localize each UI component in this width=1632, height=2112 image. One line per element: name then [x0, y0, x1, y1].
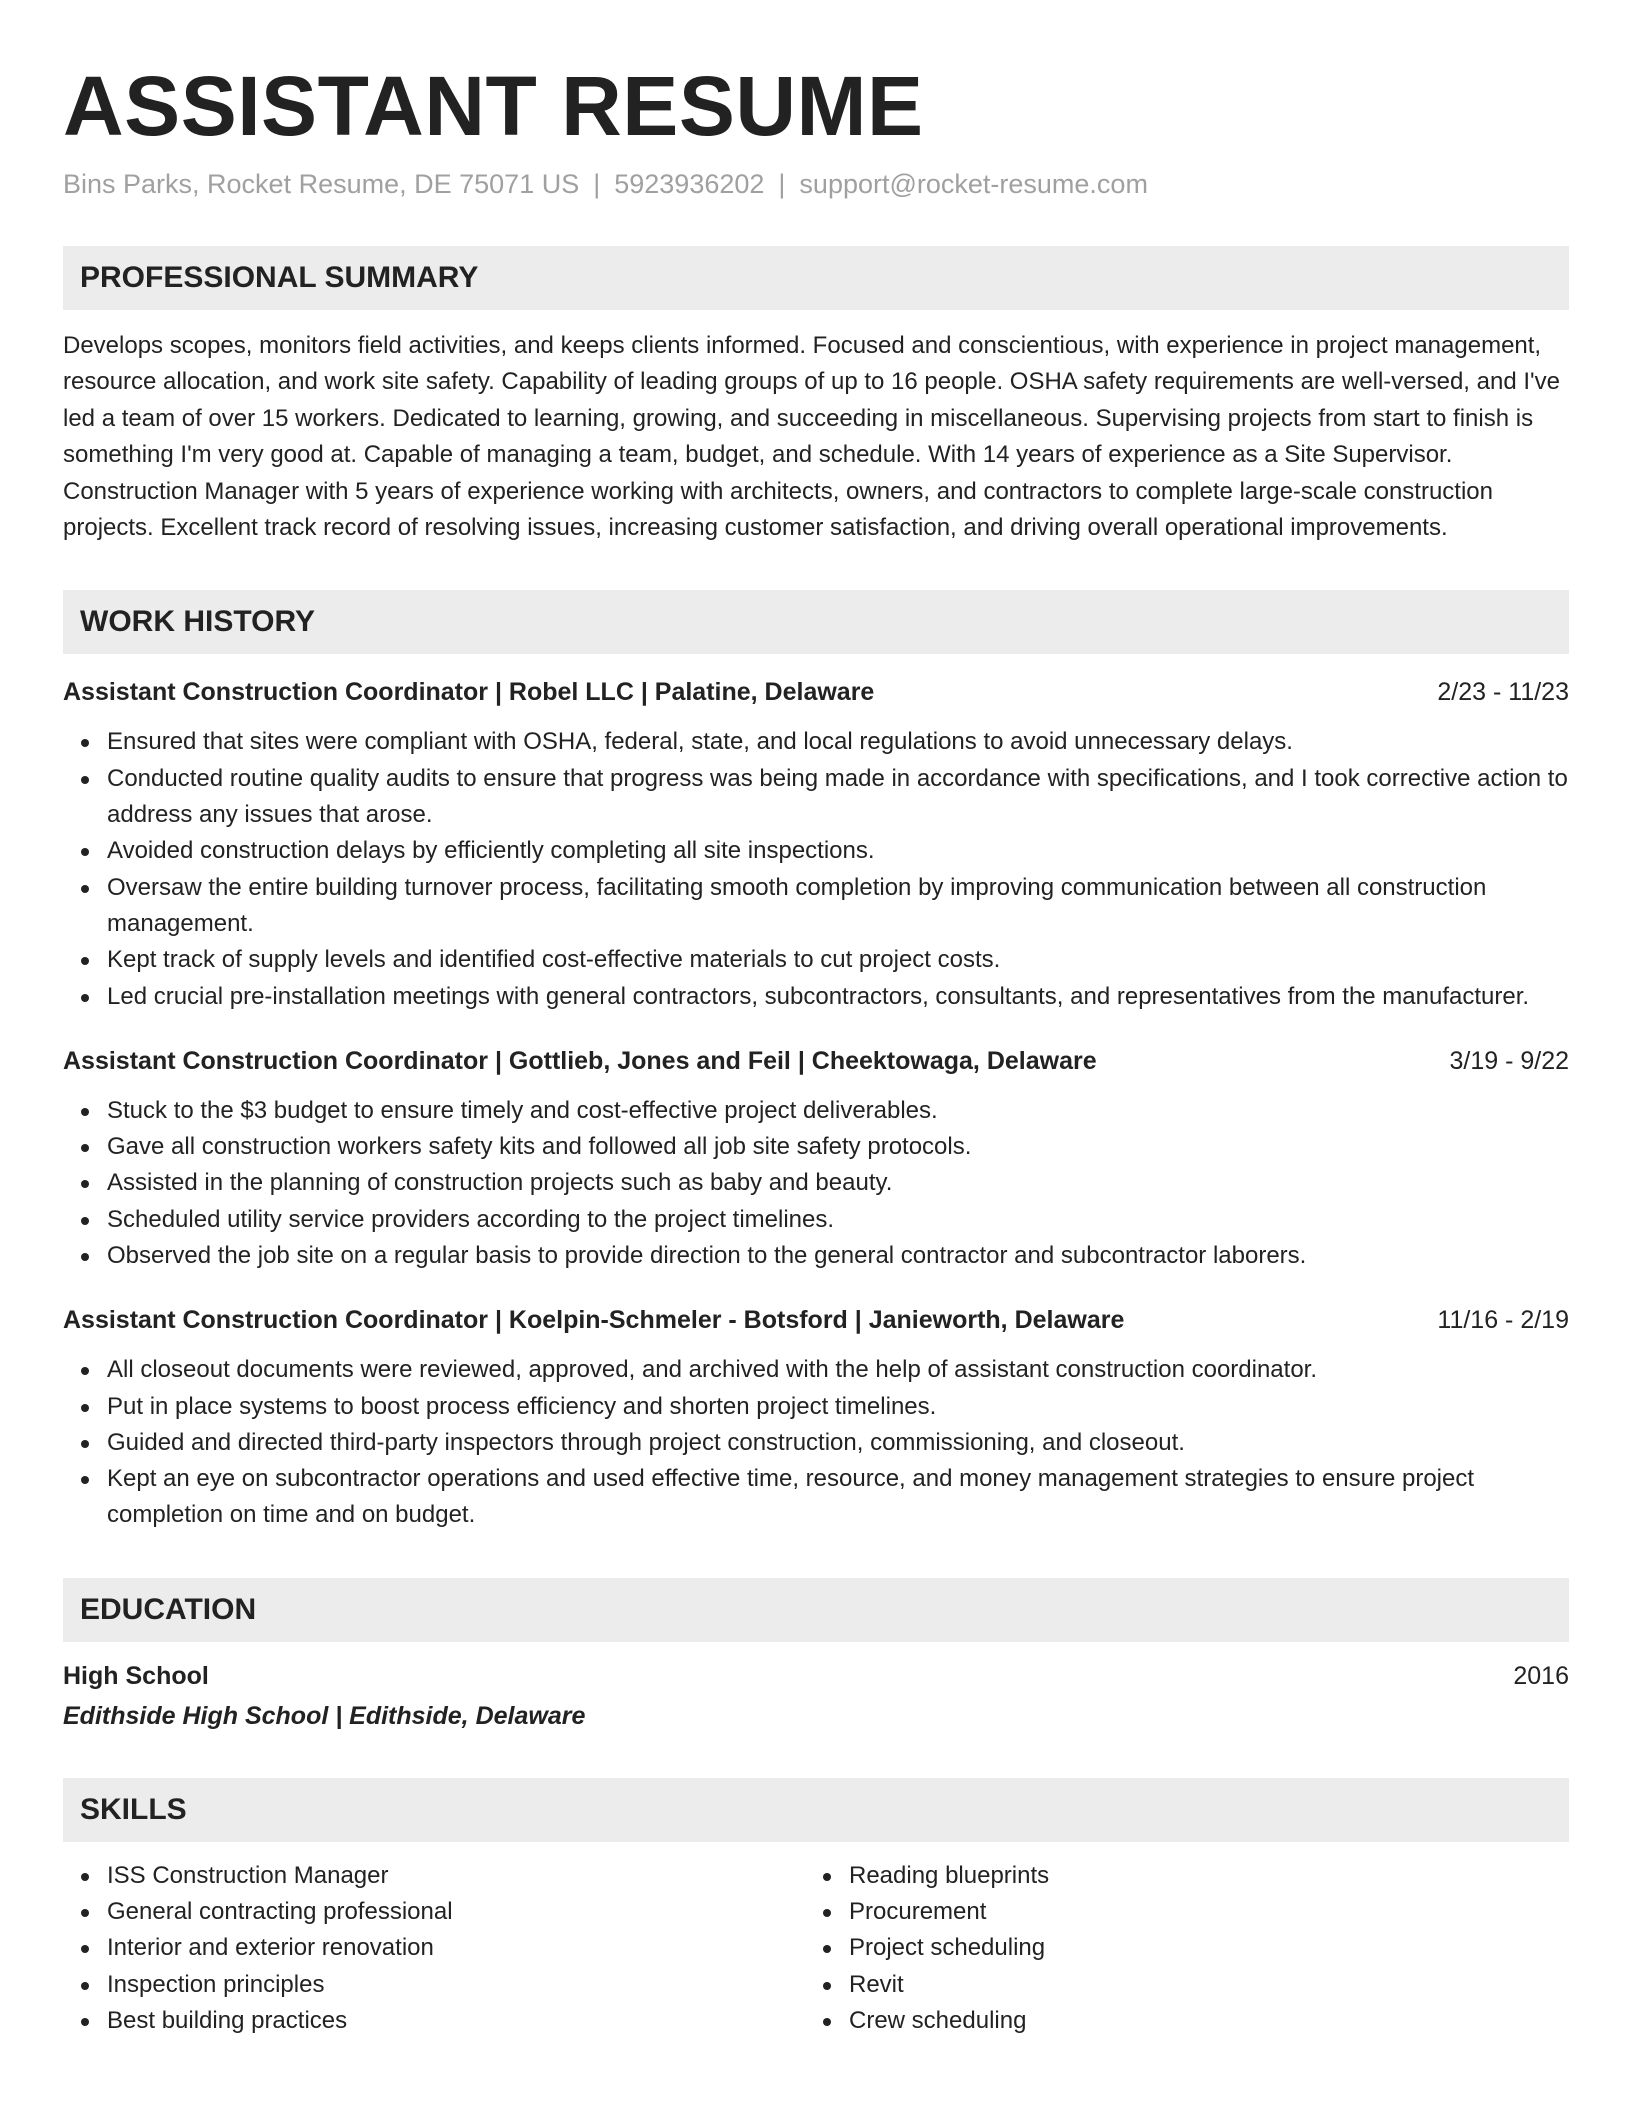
section-header-skills: SKILLS: [63, 1778, 1569, 1842]
skill-item: Best building practices: [107, 2003, 805, 2039]
job-bullet: Assisted in the planning of construction projects such as baby and beauty.: [107, 1165, 1569, 1201]
contact-email: support@rocket-resume.com: [799, 169, 1148, 199]
education-year: 2016: [1513, 1661, 1569, 1690]
skill-item: Inspection principles: [107, 1967, 805, 2003]
job-bullets: [63, 724, 1569, 1014]
job-dates: 2/23 - 11/23: [1437, 678, 1569, 707]
job-dates: 11/16 - 2/19: [1437, 1306, 1569, 1335]
skill-item: ISS Construction Manager: [107, 1858, 805, 1894]
skill-item: General contracting professional: [107, 1894, 805, 1930]
job-bullet: Put in place systems to boost process efficiency and shorten project timelines.: [107, 1389, 1569, 1425]
job-entry: [63, 1302, 1569, 1533]
job-title: Assistant Construction Coordinator | Gottlieb, Jones and Feil | Cheektowaga, Delaware: [63, 1046, 1097, 1075]
skill-item: Crew scheduling: [849, 2003, 1547, 2039]
section-header-summary: PROFESSIONAL SUMMARY: [63, 246, 1569, 310]
education-degree: High School: [63, 1661, 209, 1690]
skills-list-left: [63, 1858, 805, 2039]
contact-line: [63, 166, 1569, 202]
skills-columns: [63, 1858, 1569, 2039]
section-header-education: EDUCATION: [63, 1578, 1569, 1642]
job-bullet: Avoided construction delays by efficiently completing all site inspections.: [107, 833, 1569, 869]
job-header: [63, 1043, 1569, 1079]
summary-text: Develops scopes, monitors field activities, and keeps clients informed. Focused and conscientious, with experience in project management, resource allocation, and work site safety. Capability of leading groups of up to 16 people. OSHA safety requirements are well-versed, and I've led a team of over 15 workers. Dedicated to learning, growing, and succeeding in miscellaneous. Supervising projects from start to finish is something I'm very good at. Capable of managing a team, budget, and schedule. With 14 years of experience as a Site Supervisor. Construction Manager with 5 years of experience working with architects, owners, and contractors to complete large-scale construction projects. Excellent track record of resolving issues, increasing customer satisfaction, and driving overall operational improvements.: [63, 332, 1560, 542]
job-bullet: Gave all construction workers safety kits and followed all job site safety protocols.: [107, 1129, 1569, 1165]
education-entry: [63, 1658, 1569, 1734]
contact-separator: |: [593, 169, 601, 199]
contact-phone: 5923936202: [614, 169, 765, 199]
job-bullet: Conducted routine quality audits to ensure that progress was being made in accordance with specifications, and I took corrective action to address any issues that arose.: [107, 761, 1569, 834]
job-bullet: Observed the job site on a regular basis to provide direction to the general contractor and subcontractor laborers.: [107, 1238, 1569, 1274]
education-school: Edithside High School | Edithside, Delaware: [63, 1701, 586, 1730]
job-title: Assistant Construction Coordinator | Robel LLC | Palatine, Delaware: [63, 678, 875, 707]
contact-separator: |: [778, 169, 786, 199]
skill-item: Project scheduling: [849, 1930, 1547, 1966]
contact-address: Bins Parks, Rocket Resume, DE 75071 US: [63, 169, 580, 199]
job-title: Assistant Construction Coordinator | Koelpin-Schmeler - Botsford | Janieworth, Delaware: [63, 1306, 1125, 1335]
job-bullet: Stuck to the $3 budget to ensure timely and cost-effective project deliverables.: [107, 1093, 1569, 1129]
skill-item: Reading blueprints: [849, 1858, 1547, 1894]
job-entry: [63, 674, 1569, 1014]
job-bullet: Led crucial pre-installation meetings with general contractors, subcontractors, consultants, and representatives from the manufacturer.: [107, 979, 1569, 1015]
education-header: [63, 1658, 1569, 1694]
job-bullet: Ensured that sites were compliant with OSHA, federal, state, and local regulations to avoid unnecessary delays.: [107, 724, 1569, 760]
skill-item: Revit: [849, 1967, 1547, 2003]
job-header: [63, 1302, 1569, 1338]
job-header: [63, 674, 1569, 710]
resume-name: ASSISTANT RESUME: [63, 59, 924, 153]
job-bullet: Scheduled utility service providers according to the project timelines.: [107, 1202, 1569, 1238]
job-dates: 3/19 - 9/22: [1449, 1046, 1569, 1075]
job-bullet: All closeout documents were reviewed, approved, and archived with the help of assistant construction coordinator.: [107, 1352, 1569, 1388]
skill-item: Interior and exterior renovation: [107, 1930, 805, 1966]
section-header-work-history: WORK HISTORY: [63, 590, 1569, 654]
job-entry: [63, 1043, 1569, 1274]
skills-list-right: [805, 1858, 1547, 2039]
skill-item: Procurement: [849, 1894, 1547, 1930]
job-bullets: [63, 1352, 1569, 1533]
job-bullet: Kept track of supply levels and identified cost-effective materials to cut project costs.: [107, 942, 1569, 978]
job-bullets: [63, 1093, 1569, 1274]
job-bullet: Guided and directed third-party inspectors through project construction, commissioning, and closeout.: [107, 1425, 1569, 1461]
job-bullet: Kept an eye on subcontractor operations and used effective time, resource, and money management strategies to ensure project completion on time and on budget.: [107, 1461, 1569, 1534]
job-bullet: Oversaw the entire building turnover process, facilitating smooth completion by improving communication between all construction management.: [107, 870, 1569, 943]
